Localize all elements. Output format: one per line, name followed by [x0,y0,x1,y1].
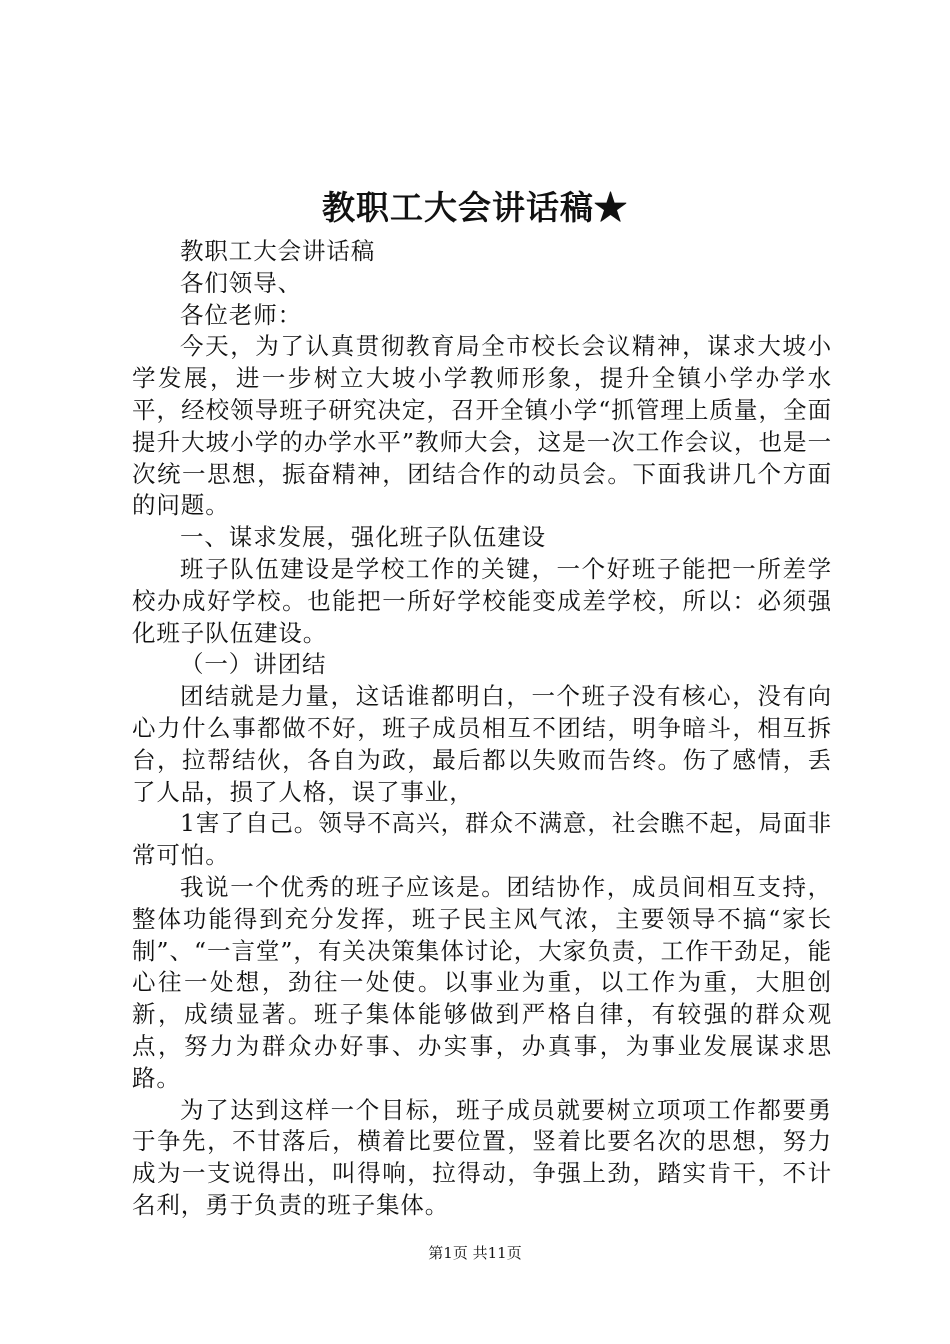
paragraph-salutation-leaders: 各们领导、 [180,268,302,297]
paragraph-heading: 教职工大会讲话稿 [180,237,376,265]
section-heading-1: 一、谋求发展，强化班子队伍建设 [180,523,546,552]
paragraph-unity-continued: 1害了自己。领导不高兴，群众不满意，社会瞧不起，局面非常可怕。 [132,809,832,870]
document-title: 教职工大会讲话稿★ [322,188,628,227]
paragraph-unity: 团结就是力量，这话谁都明白，一个班子没有核心，没有向心力什么事都做不好，班子成员相互不团结，明争暗斗，相互拆台，拉帮结伙，各自为政，最后都以失败而告终。伤了感情，丢了人品，损了人格，误了事业， [132,682,832,806]
subsection-heading-1: （一）讲团结 [180,650,327,679]
paragraph-excellent-team: 我说一个优秀的班子应该是。团结协作，成员间相互支持，整体功能得到充分发挥，班子民主风气浓，主要领导不搞“家长制”、“一言堂”，有关决策集体讨论，大家负责，工作干劲足，能心往一处想，劲往一处使。以事业为重，以工作为重，大胆创新，成绩显著。班子集体能够做到严格自律，有较强的群众观点，努力为群众办好事、办实事，办真事，为事业发展谋求思路。 [132,872,832,1092]
paragraph-team-building: 班子队伍建设是学校工作的关键，一个好班子能把一所差学校办成好学校。也能把一所好学校能变成差学校，所以：必须强化班子队伍建设。 [132,554,832,647]
paragraph-goal: 为了达到这样一个目标，班子成员就要树立项项工作都要勇于争先，不甘落后，横着比要位置，竖着比要名次的思想，努力成为一支说得出，叫得响，拉得动，争强上劲，踏实肯干，不计名利，勇于负责的班子集体。 [132,1095,832,1219]
paragraph-intro: 今天，为了认真贯彻教育局全市校长会议精神，谋求大坡小学发展，进一步树立大坡小学教师形象，提升全镇小学办学水平，经校领导班子研究决定，召开全镇小学“抓管理上质量，全面提升大坡小学的办学水平”教师大会，这是一次工作会议，也是一次统一思想，振奋精神，团结合作的动员会。下面我讲几个方面的问题。 [132,332,832,520]
page-footer: 第1页 共11页 [428,1244,522,1262]
document-body [132,236,832,1222]
paragraph-salutation-teachers: 各位老师： [180,300,302,329]
